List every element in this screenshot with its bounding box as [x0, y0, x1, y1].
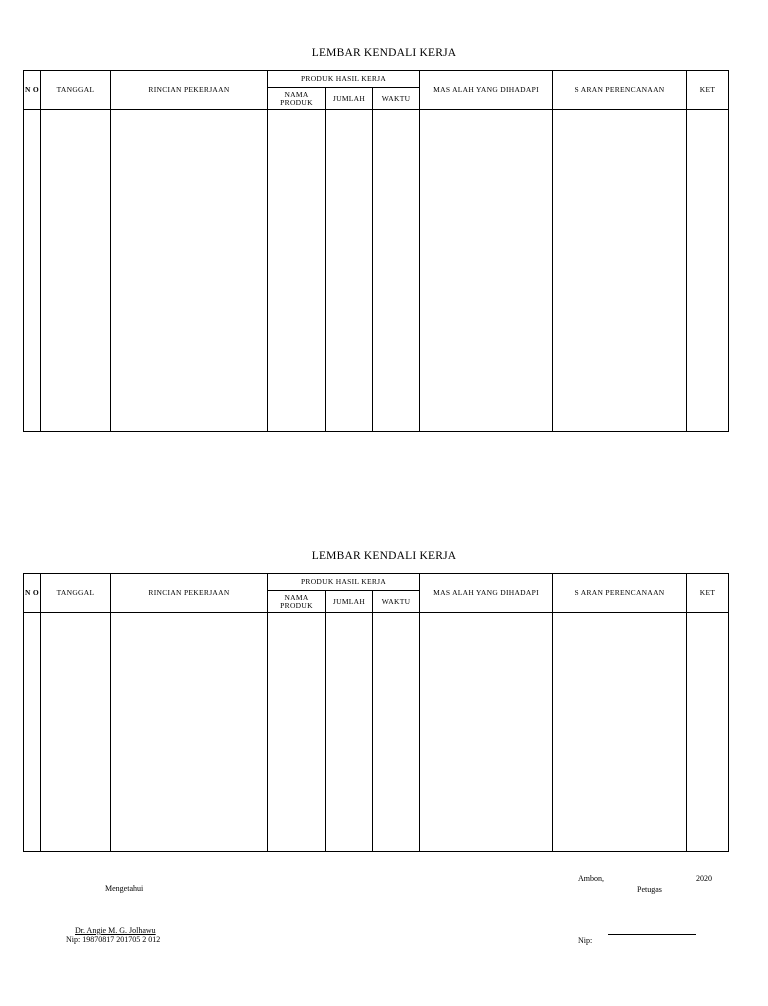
place-label: Ambon,	[578, 874, 604, 883]
year-label: 2020	[696, 874, 712, 883]
work-control-table	[23, 70, 729, 432]
header-ket: KET	[687, 71, 729, 110]
cell-nama-produk[interactable]	[268, 110, 326, 432]
cell-no[interactable]	[24, 613, 41, 852]
mengetahui-label: Mengetahui	[105, 884, 144, 893]
cell-masalah[interactable]	[420, 613, 553, 852]
cell-tanggal[interactable]	[41, 613, 111, 852]
cell-rincian[interactable]	[111, 613, 268, 852]
header-nama-produk: NAMA PRODUK	[268, 88, 326, 110]
header-rincian-pekerjaan: RINCIAN PEKERJAAN	[111, 71, 268, 110]
nip-label: Nip:	[578, 936, 593, 945]
header-saran: S ARAN PERENCANAAN	[553, 71, 687, 110]
cell-jumlah[interactable]	[326, 110, 373, 432]
header-tanggal: TANGGAL	[41, 71, 111, 110]
header-jumlah: JUMLAH	[326, 591, 373, 613]
signer-name: Dr. Angie M. G. Jolhawu	[75, 926, 156, 935]
header-jumlah: JUMLAH	[326, 88, 373, 110]
header-rincian-pekerjaan: RINCIAN PEKERJAAN	[111, 574, 268, 613]
form-title: LEMBAR KENDALI KERJA	[311, 47, 457, 59]
header-no: N O	[24, 71, 41, 110]
header-no: N O	[24, 574, 41, 613]
cell-jumlah[interactable]	[326, 613, 373, 852]
table-body-row	[24, 613, 729, 852]
cell-waktu[interactable]	[373, 110, 420, 432]
cell-no[interactable]	[24, 110, 41, 432]
cell-tanggal[interactable]	[41, 110, 111, 432]
form-title: LEMBAR KENDALI KERJA	[311, 550, 457, 562]
header-produk-hasil-kerja: PRODUK HASIL KERJA	[268, 71, 420, 88]
header-masalah: MAS ALAH YANG DIHADAPI	[420, 574, 553, 613]
cell-rincian[interactable]	[111, 110, 268, 432]
cell-saran[interactable]	[553, 613, 687, 852]
header-ket: KET	[687, 574, 729, 613]
signature-line	[608, 934, 696, 935]
header-nama-produk: NAMA PRODUK	[268, 591, 326, 613]
header-saran: S ARAN PERENCANAAN	[553, 574, 687, 613]
signer-nip: Nip: 19870817 201705 2 012	[66, 935, 161, 944]
cell-saran[interactable]	[553, 110, 687, 432]
work-control-table	[23, 573, 729, 852]
cell-ket[interactable]	[687, 110, 729, 432]
cell-ket[interactable]	[687, 613, 729, 852]
header-tanggal: TANGGAL	[41, 574, 111, 613]
header-produk-hasil-kerja: PRODUK HASIL KERJA	[268, 574, 420, 591]
cell-nama-produk[interactable]	[268, 613, 326, 852]
petugas-label: Petugas	[637, 885, 662, 894]
cell-masalah[interactable]	[420, 110, 553, 432]
cell-waktu[interactable]	[373, 613, 420, 852]
header-waktu: WAKTU	[373, 88, 420, 110]
header-waktu: WAKTU	[373, 591, 420, 613]
header-masalah: MAS ALAH YANG DIHADAPI	[420, 71, 553, 110]
table-body-row	[24, 110, 729, 432]
